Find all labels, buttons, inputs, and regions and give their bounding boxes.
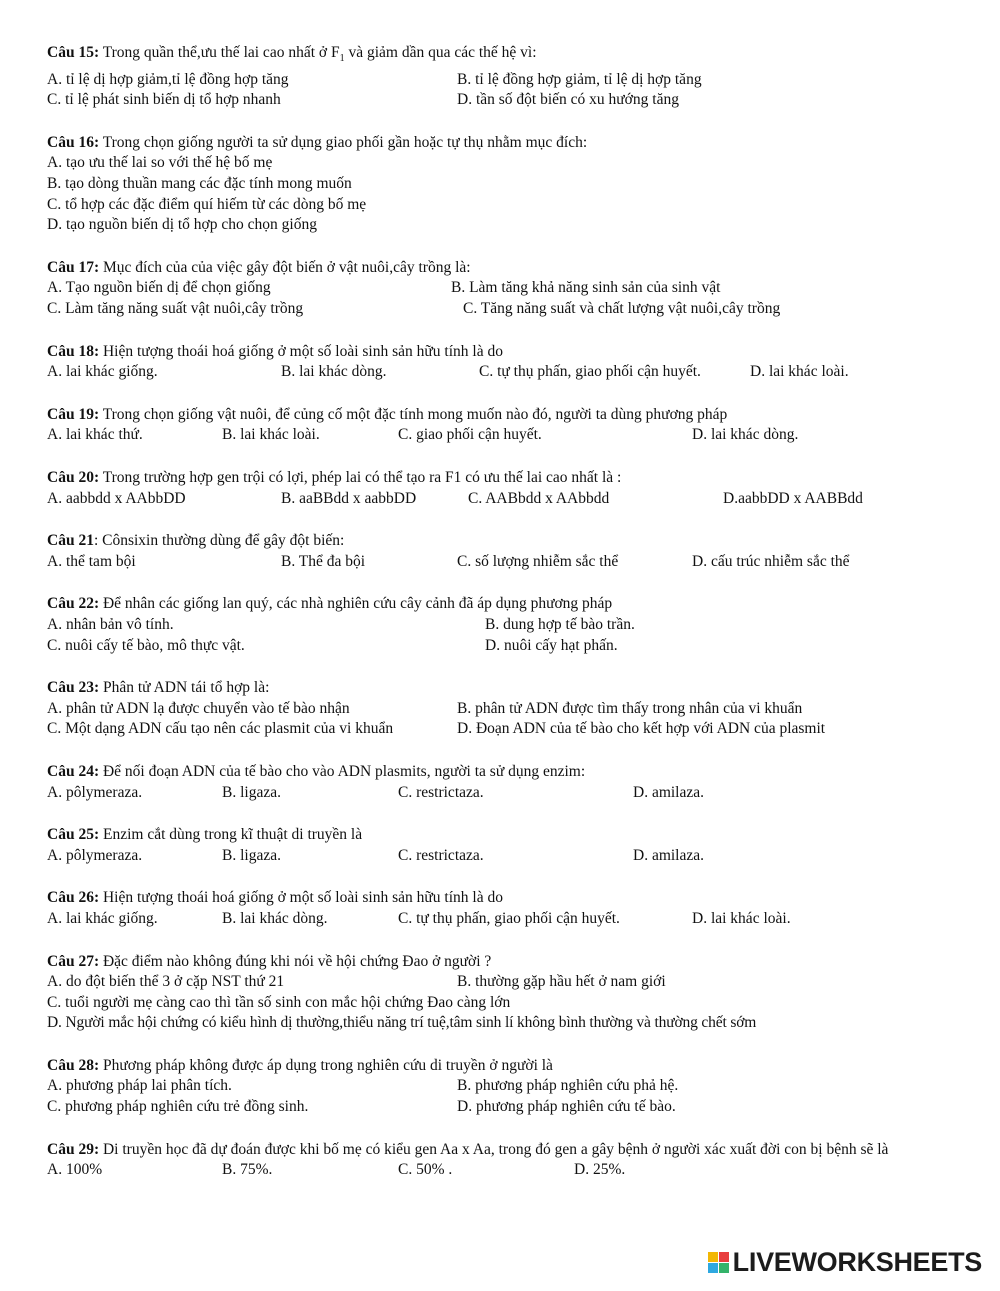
- option-a[interactable]: A. tỉ lệ dị hợp giảm,tỉ lệ đồng hợp tăng: [47, 70, 289, 88]
- question-text: Di truyền học đã dự đoán được khi bố mẹ có kiểu gen Aa x Aa, trong đó gen a gây bệnh ở người xác xuất đời con bị bệnh sẽ là: [99, 1140, 889, 1158]
- option-d[interactable]: D. lai khác loài.: [750, 363, 849, 381]
- question-16: [47, 133, 962, 236]
- question-28: [47, 1056, 962, 1118]
- option-b[interactable]: B. Thể đa bội: [281, 552, 366, 570]
- question-20: [47, 468, 962, 509]
- option-b[interactable]: B. lai khác loài.: [222, 426, 320, 444]
- option-d[interactable]: D. tần số đột biến có xu hướng tăng: [457, 91, 679, 109]
- question-number: Câu 22:: [47, 595, 100, 613]
- option-d[interactable]: D.aabbDD x AABBdd: [723, 489, 863, 507]
- option-a[interactable]: A. phân tử ADN lạ được chuyển vào tế bào nhận: [47, 699, 350, 717]
- option-c[interactable]: C. tự thụ phấn, giao phối cận huyết.: [479, 363, 701, 381]
- question-text: Đặc điểm nào không đúng khi nói về hội chứng Đao ở người ?: [99, 952, 492, 970]
- question-number: Câu 15:: [47, 44, 100, 61]
- option-d[interactable]: D. lai khác dòng.: [692, 426, 799, 444]
- question-number: Câu 20:: [47, 469, 100, 486]
- liveworksheets-logo: [708, 1247, 982, 1277]
- question-number: Câu 24:: [47, 762, 100, 780]
- option-b[interactable]: B. thường gặp hầu hết ở nam giới: [457, 973, 666, 991]
- option-d[interactable]: D. cấu trúc nhiễm sắc thể: [692, 552, 850, 570]
- question-text: Để nhân các giống lan quý, các nhà nghiên cứu cây cảnh đã áp dụng phương pháp: [99, 595, 613, 613]
- question-text: Để nối đoạn ADN của tế bào cho vào ADN plasmits, người ta sử dụng enzim:: [99, 762, 586, 780]
- option-c[interactable]: C. 50% .: [398, 1161, 453, 1179]
- question-text: Phân tử ADN tái tổ hợp là:: [99, 679, 270, 697]
- option-b[interactable]: B. phương pháp nghiên cứu phả hệ.: [457, 1077, 679, 1095]
- option-c[interactable]: C. AABbdd x AAbbdd: [468, 489, 610, 507]
- question-text: Hiện tượng thoái hoá giống ở một số loài sinh sản hữu tính là do: [99, 342, 503, 360]
- option-a[interactable]: A. Tạo nguồn biến dị để chọn giống: [47, 279, 271, 297]
- worksheet-page: [47, 43, 962, 1203]
- question-text-after: và giảm dần qua các thế hệ vì:: [344, 44, 537, 61]
- option-d[interactable]: D. nuôi cấy hạt phấn.: [485, 636, 618, 654]
- option-a[interactable]: A. pôlymeraza.: [47, 783, 143, 801]
- question-29: [47, 1140, 962, 1181]
- logo-text: LIVEWORKSHEETS: [732, 1246, 982, 1277]
- question-text: : Cônsixin thường dùng để gây đột biến:: [93, 532, 345, 550]
- question-17: [47, 258, 962, 320]
- option-b[interactable]: B. tỉ lệ đồng hợp giảm, tỉ lệ dị hợp tăng: [457, 70, 702, 88]
- option-d[interactable]: D. amilaza.: [633, 846, 705, 864]
- question-number: Câu 17:: [47, 258, 100, 276]
- option-b[interactable]: B. lai khác dòng.: [222, 909, 328, 927]
- option-a[interactable]: A. tạo ưu thế lai so với thế hệ bố mẹ: [47, 154, 273, 172]
- question-25: [47, 825, 962, 866]
- option-b[interactable]: B. ligaza.: [222, 783, 281, 801]
- option-b[interactable]: B. aaBBdd x aabbDD: [281, 489, 417, 507]
- question-text: Mục đích của của việc gây đột biến ở vật nuôi,cây trồng là:: [99, 258, 471, 276]
- option-d[interactable]: C. Tăng năng suất và chất lượng vật nuôi,cây trồng: [463, 300, 781, 318]
- option-a[interactable]: A. lai khác thứ.: [47, 426, 143, 444]
- question-15: [47, 43, 962, 111]
- option-d[interactable]: D. Người mắc hội chứng có kiểu hình dị thường,thiểu năng trí tuệ,tâm sinh lí không bình thường và thường chết sớm: [47, 1014, 757, 1032]
- question-number: Câu 21: [47, 532, 94, 550]
- question-number: Câu 25:: [47, 826, 100, 844]
- question-23: [47, 678, 962, 740]
- logo-square-4: [719, 1263, 729, 1273]
- question-text: Phương pháp không được áp dụng trong nghiên cứu di truyền ở người là: [99, 1056, 553, 1074]
- option-d[interactable]: D. Đoạn ADN của tế bào cho kết hợp với ADN của plasmit: [457, 720, 826, 738]
- option-c[interactable]: C. tổ hợp các đặc điểm quí hiếm từ các dòng bố mẹ: [47, 195, 367, 213]
- option-b[interactable]: B. ligaza.: [222, 846, 281, 864]
- question-24: [47, 762, 962, 803]
- option-a[interactable]: A. lai khác giống.: [47, 363, 158, 381]
- question-number: Câu 18:: [47, 342, 100, 360]
- option-c[interactable]: C. Một dạng ADN cấu tạo nên các plasmit của vi khuẩn: [47, 720, 394, 738]
- option-b[interactable]: B. dung hợp tế bào trần.: [485, 615, 635, 633]
- option-a[interactable]: A. do đột biến thể 3 ở cặp NST thứ 21: [47, 973, 285, 991]
- logo-square-2: [719, 1252, 729, 1262]
- question-text: Trong quần thể,ưu thế lai cao nhất ở F: [99, 44, 340, 61]
- option-b[interactable]: B. phân tử ADN được tìm thấy trong nhân của vi khuẩn: [457, 699, 803, 717]
- option-d[interactable]: D. amilaza.: [633, 783, 705, 801]
- question-21: [47, 531, 962, 572]
- question-number: Câu 26:: [47, 889, 100, 907]
- logo-mark-icon: [708, 1252, 729, 1273]
- option-c[interactable]: C. Làm tăng năng suất vật nuôi,cây trồng: [47, 300, 304, 318]
- question-text: Enzim cắt dùng trong kĩ thuật di truyền là: [99, 826, 363, 844]
- option-a[interactable]: A. 100%: [47, 1161, 103, 1179]
- option-a[interactable]: A. phương pháp lai phân tích.: [47, 1077, 232, 1095]
- option-c[interactable]: C. số lượng nhiễm sắc thể: [457, 552, 619, 570]
- option-c[interactable]: C. restrictaza.: [398, 846, 484, 864]
- option-b[interactable]: B. tạo dòng thuần mang các đặc tính mong muốn: [47, 175, 352, 193]
- question-text: Hiện tượng thoái hoá giống ở một số loài sinh sản hữu tính là do: [99, 889, 503, 907]
- option-d[interactable]: D. phương pháp nghiên cứu tế bào.: [457, 1098, 676, 1116]
- option-c[interactable]: C. nuôi cấy tế bào, mô thực vật.: [47, 636, 245, 654]
- question-number: Câu 23:: [47, 679, 100, 697]
- option-a[interactable]: A. thể tam bội: [47, 552, 136, 570]
- option-b[interactable]: B. lai khác dòng.: [281, 363, 387, 381]
- option-b[interactable]: B. 75%.: [222, 1161, 273, 1179]
- option-a[interactable]: A. pôlymeraza.: [47, 846, 143, 864]
- question-18: [47, 342, 962, 383]
- option-c[interactable]: C. tuổi người mẹ càng cao thì tần số sinh con mắc hội chứng Đao càng lớn: [47, 993, 511, 1011]
- question-number: Câu 28:: [47, 1056, 100, 1074]
- question-number: Câu 19:: [47, 405, 100, 423]
- option-d[interactable]: D. tạo nguồn biến dị tổ hợp cho chọn giống: [47, 216, 317, 234]
- option-a[interactable]: A. lai khác giống.: [47, 909, 158, 927]
- question-number: Câu 16:: [47, 133, 100, 151]
- option-b[interactable]: B. Làm tăng khả năng sinh sản của sinh vật: [451, 279, 721, 297]
- option-d[interactable]: D. lai khác loài.: [692, 909, 791, 927]
- question-19: [47, 405, 962, 446]
- option-c[interactable]: C. giao phối cận huyết.: [398, 426, 542, 444]
- question-text: Trong trường hợp gen trội có lợi, phép lai có thể tạo ra F1 có ưu thế lai cao nhất là :: [99, 469, 622, 486]
- option-c[interactable]: C. phương pháp nghiên cứu trẻ đồng sinh.: [47, 1098, 309, 1116]
- logo-square-1: [708, 1252, 718, 1262]
- option-c[interactable]: C. tự thụ phấn, giao phối cận huyết.: [398, 909, 620, 927]
- question-number: Câu 29:: [47, 1140, 100, 1158]
- question-text: Trong chọn giống người ta sử dụng giao phối gần hoặc tự thụ nhằm mục đích:: [99, 133, 588, 151]
- question-subscript: 1: [339, 53, 345, 65]
- option-c[interactable]: C. restrictaza.: [398, 783, 484, 801]
- option-c[interactable]: C. tỉ lệ phát sinh biến dị tổ hợp nhanh: [47, 91, 281, 109]
- question-text: Trong chọn giống vật nuôi, để củng cố một đặc tính mong muốn nào đó, người ta dùng phương pháp: [99, 405, 728, 423]
- question-26: [47, 888, 962, 929]
- option-a[interactable]: A. nhân bản vô tính.: [47, 615, 174, 633]
- question-27: [47, 952, 962, 1034]
- logo-square-3: [708, 1263, 718, 1273]
- question-22: [47, 594, 962, 656]
- option-d[interactable]: D. 25%.: [574, 1161, 626, 1179]
- question-number: Câu 27:: [47, 952, 100, 970]
- option-a[interactable]: A. aabbdd x AAbbDD: [47, 489, 186, 507]
